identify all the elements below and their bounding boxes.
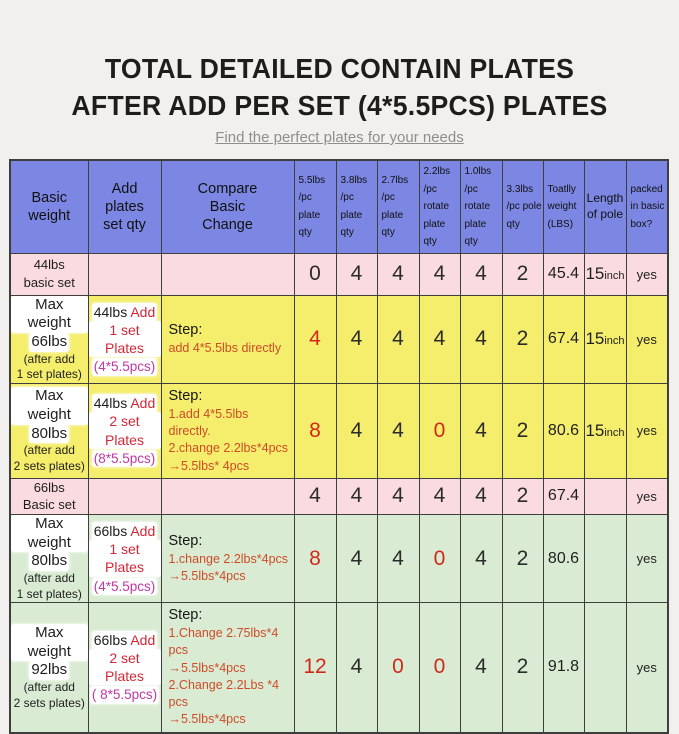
row-max-66lbs <box>10 295 668 383</box>
cell-qty-55: 4 <box>294 295 336 383</box>
cell-add-plates: 44lbs Add 2 set Plates (8*5.5pcs) <box>88 383 161 478</box>
cell-total-weight: 80.6 <box>543 514 584 602</box>
header-pole-length: Length of pole <box>584 160 626 253</box>
cell-qty-55: 12 <box>294 603 336 733</box>
cell-compare-empty <box>161 478 294 514</box>
cell-qty-10: 4 <box>460 383 502 478</box>
cell-packed: yes <box>626 383 668 478</box>
header-row <box>10 160 668 253</box>
cell-basic-weight: Max weight 80lbs (after add 2 sets plates) <box>10 383 88 478</box>
row-66lbs-basic-set <box>10 478 668 514</box>
header-10lbs-rotate-plate-qty: 1.0lbs /pc rotate plate qty <box>460 160 502 253</box>
cell-total-weight: 45.4 <box>543 253 584 295</box>
page-title-line1: TOTAL DETAILED CONTAIN PLATES <box>104 53 575 84</box>
cell-compare-empty <box>161 253 294 295</box>
cell-packed: yes <box>626 253 668 295</box>
cell-qty-pole: 2 <box>502 253 543 295</box>
cell-qty-38: 4 <box>336 514 377 602</box>
cell-packed: yes <box>626 295 668 383</box>
row-max-80lbs-from-66 <box>10 514 668 602</box>
cell-compare-steps: Step: add 4*5.5lbs directly <box>161 295 294 383</box>
header-total-weight: Toatlly weight (LBS) <box>543 160 584 253</box>
cell-qty-27: 0 <box>377 603 419 733</box>
page-title-line2: AFTER ADD PER SET (4*5.5PCS) PLATES <box>71 90 608 121</box>
cell-qty-38: 4 <box>336 478 377 514</box>
header-add-plates: Add plates set qty <box>88 160 161 253</box>
cell-qty-10: 4 <box>460 295 502 383</box>
cell-qty-10: 4 <box>460 514 502 602</box>
cell-qty-pole: 2 <box>502 514 543 602</box>
cell-add-plates-empty <box>88 478 161 514</box>
plates-table <box>9 159 669 734</box>
cell-qty-55: 0 <box>294 253 336 295</box>
cell-qty-55: 4 <box>294 478 336 514</box>
cell-qty-22: 4 <box>419 478 460 514</box>
cell-basic-weight: 66lbs Basic set <box>10 478 88 514</box>
cell-compare-steps: Step: 1.change 2.2lbs*4pcs →5.5lbs*4pcs <box>161 514 294 602</box>
cell-pole-length: 15inch <box>584 383 626 478</box>
cell-basic-weight: 44lbs basic set <box>10 253 88 295</box>
cell-basic-weight: Max weight 80lbs (after add 1 set plates) <box>10 514 88 602</box>
cell-qty-55: 8 <box>294 383 336 478</box>
cell-total-weight: 67.4 <box>543 295 584 383</box>
cell-total-weight: 67.4 <box>543 478 584 514</box>
cell-qty-27: 4 <box>377 478 419 514</box>
cell-pole-length-empty <box>584 478 626 514</box>
cell-packed: yes <box>626 603 668 733</box>
cell-qty-22: 0 <box>419 603 460 733</box>
cell-qty-pole: 2 <box>502 383 543 478</box>
header-22lbs-rotate-plate-qty: 2.2lbs /pc rotate plate qty <box>419 160 460 253</box>
cell-add-plates: 66lbs Add 2 set Plates ( 8*5.5pcs) <box>88 603 161 733</box>
cell-qty-pole: 2 <box>502 603 543 733</box>
cell-qty-27: 4 <box>377 295 419 383</box>
cell-basic-weight: Max weight 92lbs (after add 2 sets plates) <box>10 603 88 733</box>
cell-qty-10: 4 <box>460 603 502 733</box>
header-27lbs-plate-qty: 2.7lbs /pc plate qty <box>377 160 419 253</box>
cell-packed: yes <box>626 514 668 602</box>
cell-total-weight: 80.6 <box>543 383 584 478</box>
cell-qty-38: 4 <box>336 253 377 295</box>
cell-qty-pole: 2 <box>502 478 543 514</box>
header-basic-weight: Basic weight <box>10 160 88 253</box>
page-header <box>0 0 679 146</box>
cell-pole-length: 15inch <box>584 253 626 295</box>
row-44lbs-basic-set <box>10 253 668 295</box>
row-max-92lbs <box>10 603 668 733</box>
cell-qty-27: 4 <box>377 383 419 478</box>
header-compare-basic-change: Compare Basic Change <box>161 160 294 253</box>
cell-qty-27: 4 <box>377 514 419 602</box>
cell-add-plates: 44lbs Add 1 set Plates (4*5.5pcs) <box>88 295 161 383</box>
cell-pole-length: 15inch <box>584 295 626 383</box>
cell-qty-55: 8 <box>294 514 336 602</box>
header-packed-in-basic-box: packed in basic box? <box>626 160 668 253</box>
cell-pole-length-empty <box>584 603 626 733</box>
page-subtitle: Find the perfect plates for your needs <box>215 129 464 146</box>
cell-pole-length-empty <box>584 514 626 602</box>
cell-add-plates: 66lbs Add 1 set Plates (4*5.5pcs) <box>88 514 161 602</box>
header-38lbs-plate-qty: 3.8lbs /pc plate qty <box>336 160 377 253</box>
cell-qty-10: 4 <box>460 478 502 514</box>
cell-qty-22: 4 <box>419 253 460 295</box>
cell-qty-22: 0 <box>419 383 460 478</box>
cell-qty-38: 4 <box>336 295 377 383</box>
cell-qty-38: 4 <box>336 603 377 733</box>
cell-compare-steps: Step: 1.Change 2.75lbs*4 pcs →5.5lbs*4pcs 2.Change 2.2Lbs *4 pcs →5.5lbs*4pcs <box>161 603 294 733</box>
cell-basic-weight: Max weight 66lbs (after add 1 set plates) <box>10 295 88 383</box>
cell-qty-10: 4 <box>460 253 502 295</box>
cell-qty-27: 4 <box>377 253 419 295</box>
row-max-80lbs-from-44 <box>10 383 668 478</box>
cell-qty-38: 4 <box>336 383 377 478</box>
header-55lbs-plate-qty: 5.5lbs /pc plate qty <box>294 160 336 253</box>
cell-qty-pole: 2 <box>502 295 543 383</box>
cell-packed: yes <box>626 478 668 514</box>
cell-total-weight: 91.8 <box>543 603 584 733</box>
cell-compare-steps: Step: 1.add 4*5.5lbs directly. 2.change 2.2lbs*4pcs →5.5lbs* 4pcs <box>161 383 294 478</box>
cell-qty-22: 4 <box>419 295 460 383</box>
cell-add-plates-empty <box>88 253 161 295</box>
header-33lbs-pole-qty: 3.3lbs /pc pole qty <box>502 160 543 253</box>
cell-qty-22: 0 <box>419 514 460 602</box>
